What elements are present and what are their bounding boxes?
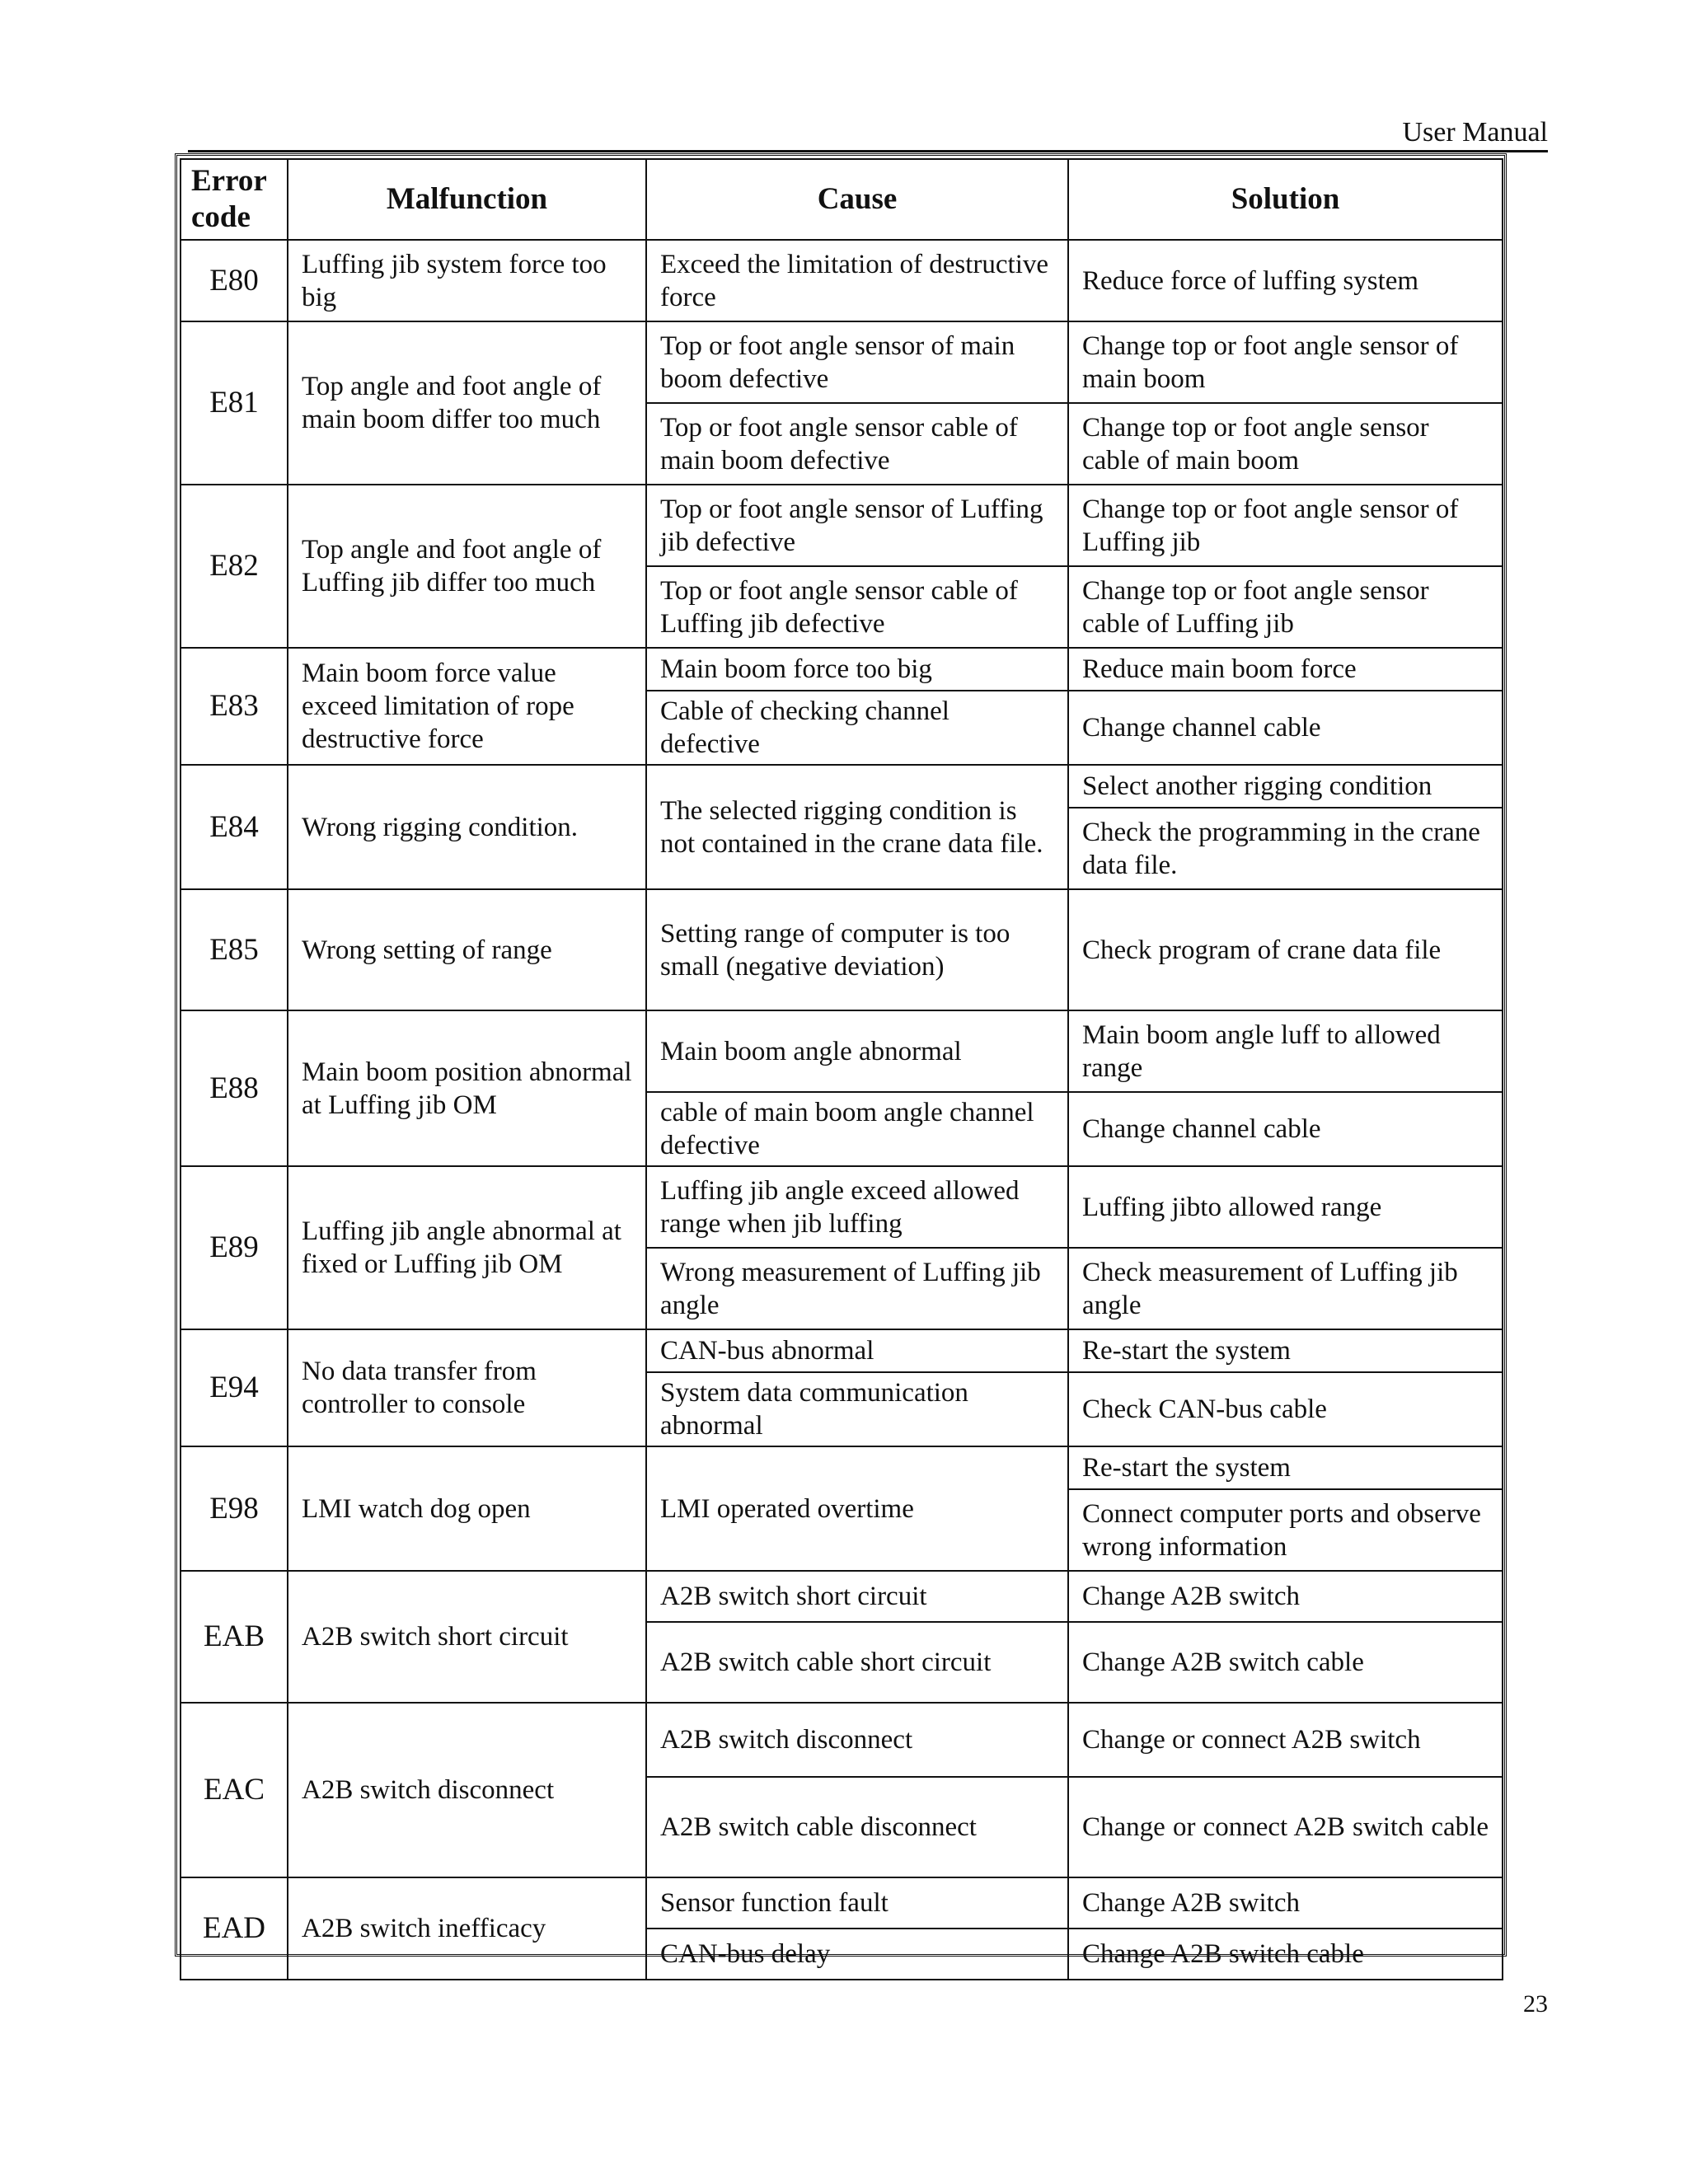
- malfunction-cell: Top angle and foot angle of Luffing jib differ too much: [288, 485, 646, 648]
- header-rule: [188, 150, 1548, 152]
- cause-cell: Cable of checking channel defective: [646, 691, 1068, 765]
- malfunction-cell: No data transfer from controller to console: [288, 1329, 646, 1446]
- col-header-error-code: [181, 159, 288, 240]
- solution-cell: Change A2B switch: [1068, 1877, 1503, 1929]
- malfunction-cell: A2B switch inefficacy: [288, 1877, 646, 1980]
- col-header-error-code-line2: code: [191, 200, 251, 234]
- error-code: E98: [181, 1446, 288, 1571]
- solution-cell: Change A2B switch cable: [1068, 1622, 1503, 1703]
- solution-cell: Change A2B switch cable: [1068, 1929, 1503, 1980]
- table-row: [181, 1571, 1503, 1622]
- solution-cell: Connect computer ports and observe wrong information: [1068, 1489, 1503, 1571]
- error-code: E81: [181, 321, 288, 485]
- error-code: E88: [181, 1010, 288, 1166]
- table-header-row: [181, 159, 1503, 240]
- solution-cell: Reduce main boom force: [1068, 648, 1503, 691]
- error-code: E80: [181, 240, 288, 321]
- cause-cell: Top or foot angle sensor cable of main boom defective: [646, 403, 1068, 485]
- solution-cell: Change channel cable: [1068, 1092, 1503, 1166]
- error-code: E84: [181, 765, 288, 889]
- solution-cell: Change top or foot angle sensor of main boom: [1068, 321, 1503, 403]
- table-row: [181, 765, 1503, 808]
- malfunction-cell: A2B switch disconnect: [288, 1703, 646, 1877]
- page-header-title: User Manual: [1402, 117, 1548, 148]
- table-row: [181, 1010, 1503, 1092]
- cause-cell: Wrong measurement of Luffing jib angle: [646, 1248, 1068, 1329]
- error-code-table: [180, 158, 1503, 1980]
- cause-cell: LMI operated overtime: [646, 1446, 1068, 1571]
- cause-cell: Top or foot angle sensor cable of Luffing jib defective: [646, 566, 1068, 648]
- malfunction-cell: Main boom position abnormal at Luffing jib OM: [288, 1010, 646, 1166]
- table-row: [181, 889, 1503, 1010]
- solution-cell: Re-start the system: [1068, 1446, 1503, 1489]
- table-row: [181, 321, 1503, 403]
- error-code: E85: [181, 889, 288, 1010]
- solution-cell: Luffing jibto allowed range: [1068, 1166, 1503, 1248]
- error-code: E89: [181, 1166, 288, 1329]
- cause-cell: Sensor function fault: [646, 1877, 1068, 1929]
- table-row: [181, 1166, 1503, 1248]
- malfunction-cell: LMI watch dog open: [288, 1446, 646, 1571]
- cause-cell: cable of main boom angle channel defective: [646, 1092, 1068, 1166]
- error-code: EAD: [181, 1877, 288, 1980]
- solution-cell: Check program of crane data file: [1068, 889, 1503, 1010]
- solution-cell: Check CAN-bus cable: [1068, 1372, 1503, 1446]
- cause-cell: Top or foot angle sensor of main boom defective: [646, 321, 1068, 403]
- col-header-solution: Solution: [1068, 159, 1503, 240]
- malfunction-cell: A2B switch short circuit: [288, 1571, 646, 1703]
- solution-cell: Change top or foot angle sensor of Luffing jib: [1068, 485, 1503, 566]
- table-row: [181, 648, 1503, 691]
- solution-cell: Select another rigging condition: [1068, 765, 1503, 808]
- solution-cell: Change or connect A2B switch: [1068, 1703, 1503, 1777]
- error-code: E94: [181, 1329, 288, 1446]
- solution-cell: Change channel cable: [1068, 691, 1503, 765]
- error-code: E82: [181, 485, 288, 648]
- error-code: E83: [181, 648, 288, 765]
- malfunction-cell: Main boom force value exceed limitation of rope destructive force: [288, 648, 646, 765]
- table-row: [181, 1703, 1503, 1777]
- solution-cell: Change or connect A2B switch cable: [1068, 1777, 1503, 1877]
- error-code: EAC: [181, 1703, 288, 1877]
- solution-cell: Re-start the system: [1068, 1329, 1503, 1372]
- cause-cell: Setting range of computer is too small (negative deviation): [646, 889, 1068, 1010]
- table-row: [181, 1446, 1503, 1489]
- cause-cell: Exceed the limitation of destructive force: [646, 240, 1068, 321]
- cause-cell: The selected rigging condition is not contained in the crane data file.: [646, 765, 1068, 889]
- cause-cell: Main boom angle abnormal: [646, 1010, 1068, 1092]
- malfunction-cell: Wrong setting of range: [288, 889, 646, 1010]
- table-row: [181, 1329, 1503, 1372]
- cause-cell: CAN-bus delay: [646, 1929, 1068, 1980]
- malfunction-cell: Luffing jib system force too big: [288, 240, 646, 321]
- cause-cell: A2B switch cable short circuit: [646, 1622, 1068, 1703]
- solution-cell: Check the programming in the crane data file.: [1068, 808, 1503, 889]
- cause-cell: A2B switch cable disconnect: [646, 1777, 1068, 1877]
- cause-cell: CAN-bus abnormal: [646, 1329, 1068, 1372]
- cause-cell: Top or foot angle sensor of Luffing jib defective: [646, 485, 1068, 566]
- page-number: 23: [1523, 1990, 1548, 2018]
- solution-cell: Reduce force of luffing system: [1068, 240, 1503, 321]
- table-row: [181, 1877, 1503, 1929]
- cause-cell: System data communication abnormal: [646, 1372, 1068, 1446]
- cause-cell: A2B switch short circuit: [646, 1571, 1068, 1622]
- solution-cell: Change top or foot angle sensor cable of Luffing jib: [1068, 566, 1503, 648]
- cause-cell: Main boom force too big: [646, 648, 1068, 691]
- col-header-error-code-line1: Error: [191, 164, 267, 198]
- malfunction-cell: Top angle and foot angle of main boom differ too much: [288, 321, 646, 485]
- cause-cell: Luffing jib angle exceed allowed range when jib luffing: [646, 1166, 1068, 1248]
- table-row: [181, 485, 1503, 566]
- solution-cell: Change top or foot angle sensor cable of main boom: [1068, 403, 1503, 485]
- solution-cell: Main boom angle luff to allowed range: [1068, 1010, 1503, 1092]
- malfunction-cell: Luffing jib angle abnormal at fixed or Luffing jib OM: [288, 1166, 646, 1329]
- table-row: [181, 240, 1503, 321]
- solution-cell: Check measurement of Luffing jib angle: [1068, 1248, 1503, 1329]
- cause-cell: A2B switch disconnect: [646, 1703, 1068, 1777]
- col-header-malfunction: Malfunction: [288, 159, 646, 240]
- error-code: EAB: [181, 1571, 288, 1703]
- col-header-cause: Cause: [646, 159, 1068, 240]
- malfunction-cell: Wrong rigging condition.: [288, 765, 646, 889]
- solution-cell: Change A2B switch: [1068, 1571, 1503, 1622]
